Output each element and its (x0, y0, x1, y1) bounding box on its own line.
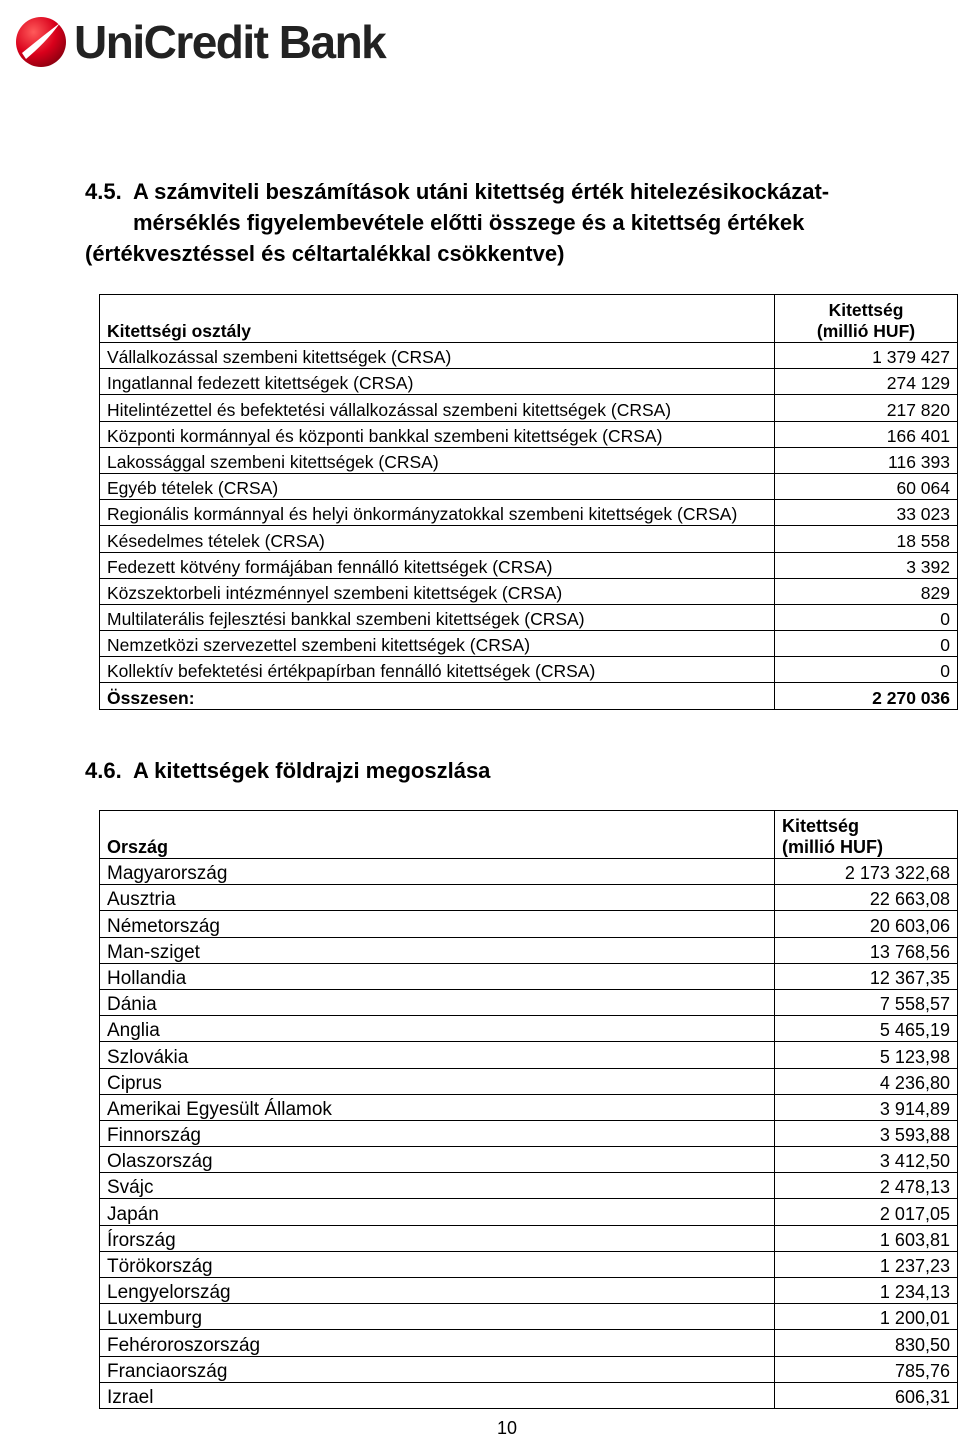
table-row (100, 1068, 958, 1094)
row-label: Hollandia (100, 963, 775, 989)
row-value: 2 270 036 (775, 683, 958, 709)
row-value: 1 237,23 (775, 1251, 958, 1277)
row-label: Németország (100, 911, 775, 937)
table-row (100, 1147, 958, 1173)
row-value: 2 173 322,68 (775, 859, 958, 885)
table-row (100, 1356, 958, 1382)
bank-logo (14, 14, 385, 70)
table-row (100, 447, 958, 473)
header-value-line-2: (millió HUF) (816, 321, 916, 341)
row-label: Ausztria (100, 885, 775, 911)
header-exposure-value (775, 295, 958, 343)
header-country: Ország (100, 811, 775, 859)
row-label: Központi kormánnyal és központi bankkal szembeni kitettségek (CRSA) (100, 421, 775, 447)
table-row (100, 604, 958, 630)
unicredit-logo-icon (14, 15, 68, 69)
table-row (100, 395, 958, 421)
row-label: Összesen: (100, 683, 775, 709)
table-row (100, 500, 958, 526)
title-line-1: A számviteli beszámítások utáni kitettség érték hitelezésikockázat- (133, 179, 830, 204)
row-label: Ciprus (100, 1068, 775, 1094)
table-row (100, 1120, 958, 1146)
section-4-5-title (85, 176, 945, 269)
row-label: Franciaország (100, 1356, 775, 1382)
row-value: 2 017,05 (775, 1199, 958, 1225)
row-value: 13 768,56 (775, 937, 958, 963)
table-header-row (100, 811, 958, 859)
row-label: Magyarország (100, 859, 775, 885)
row-value: 3 914,89 (775, 1094, 958, 1120)
row-value: 785,76 (775, 1356, 958, 1382)
row-label: Multilaterális fejlesztési bankkal szembeni kitettségek (CRSA) (100, 604, 775, 630)
row-value: 0 (775, 604, 958, 630)
row-value: 3 392 (775, 552, 958, 578)
title-line-3: (értékvesztéssel és céltartalékkal csökkentve) (85, 241, 565, 266)
row-value: 0 (775, 631, 958, 657)
header-value-line-2: (millió HUF) (782, 837, 883, 857)
row-label: Kollektív befektetési értékpapírban fennálló kitettségek (CRSA) (100, 657, 775, 683)
row-label: Egyéb tételek (CRSA) (100, 473, 775, 499)
row-label: Törökország (100, 1251, 775, 1277)
table-row (100, 859, 958, 885)
row-value: 5 465,19 (775, 1016, 958, 1042)
row-label: Svájc (100, 1173, 775, 1199)
row-value: 116 393 (775, 447, 958, 473)
row-label: Izrael (100, 1382, 775, 1408)
header-exposure-value (775, 811, 958, 859)
row-value: 20 603,06 (775, 911, 958, 937)
logo-text: UniCredit Bank (74, 16, 386, 68)
row-label: Japán (100, 1199, 775, 1225)
row-label: Amerikai Egyesült Államok (100, 1094, 775, 1120)
table-header-row (100, 295, 958, 343)
table-row (100, 1173, 958, 1199)
table-row (100, 526, 958, 552)
table-row (100, 1016, 958, 1042)
row-label: Fedezett kötvény formájában fennálló kitettségek (CRSA) (100, 552, 775, 578)
row-value: 4 236,80 (775, 1068, 958, 1094)
table-row (100, 683, 958, 709)
row-value: 5 123,98 (775, 1042, 958, 1068)
table-row (100, 552, 958, 578)
row-value: 1 200,01 (775, 1304, 958, 1330)
table-row (100, 421, 958, 447)
table-row (100, 631, 958, 657)
table-row (100, 1199, 958, 1225)
row-value: 1 234,13 (775, 1278, 958, 1304)
section-4-6-title (85, 755, 490, 786)
row-value: 60 064 (775, 473, 958, 499)
table-row (100, 1094, 958, 1120)
row-label: Vállalkozással szembeni kitettségek (CRSA) (100, 343, 775, 369)
header-value-line-1: Kitettség (828, 300, 904, 320)
row-value: 22 663,08 (775, 885, 958, 911)
row-value: 2 478,13 (775, 1173, 958, 1199)
row-label: Közszektorbeli intézménnyel szembeni kitettségek (CRSA) (100, 578, 775, 604)
header-value-line-1: Kitettség (782, 816, 860, 836)
table-row (100, 1330, 958, 1356)
row-label: Dánia (100, 989, 775, 1015)
table-row (100, 989, 958, 1015)
row-value: 217 820 (775, 395, 958, 421)
title-line-2: mérséklés figyelembevétele előtti összege és a kitettség értékek (133, 210, 805, 235)
row-value: 18 558 (775, 526, 958, 552)
table-row (100, 1278, 958, 1304)
page-number: 10 (496, 1418, 518, 1438)
row-value: 830,50 (775, 1330, 958, 1356)
section-number: 4.5. (85, 179, 122, 204)
row-label: Írország (100, 1225, 775, 1251)
row-label: Man-sziget (100, 937, 775, 963)
table-row (100, 1225, 958, 1251)
row-label: Olaszország (100, 1147, 775, 1173)
row-label: Lakossággal szembeni kitettségek (CRSA) (100, 447, 775, 473)
table-row (100, 369, 958, 395)
row-label: Regionális kormánnyal és helyi önkormányzatokkal szembeni kitettségek (CRSA) (100, 500, 775, 526)
table-row (100, 885, 958, 911)
row-value: 1 603,81 (775, 1225, 958, 1251)
row-value: 12 367,35 (775, 963, 958, 989)
row-label: Finnország (100, 1120, 775, 1146)
table-row (100, 657, 958, 683)
row-value: 33 023 (775, 500, 958, 526)
row-label: Anglia (100, 1016, 775, 1042)
table-row (100, 1251, 958, 1277)
row-label: Luxemburg (100, 1304, 775, 1330)
row-label: Fehéroroszország (100, 1330, 775, 1356)
row-value: 3 593,88 (775, 1120, 958, 1146)
row-value: 3 412,50 (775, 1147, 958, 1173)
table-row (100, 1382, 958, 1408)
row-label: Ingatlannal fedezett kitettségek (CRSA) (100, 369, 775, 395)
row-value: 0 (775, 657, 958, 683)
row-value: 274 129 (775, 369, 958, 395)
table-row (100, 473, 958, 499)
table-row (100, 578, 958, 604)
row-value: 166 401 (775, 421, 958, 447)
table-row (100, 911, 958, 937)
table-row (100, 343, 958, 369)
table-row (100, 1042, 958, 1068)
row-value: 7 558,57 (775, 989, 958, 1015)
row-label: Késedelmes tételek (CRSA) (100, 526, 775, 552)
row-value: 829 (775, 578, 958, 604)
exposure-class-table (99, 294, 958, 710)
geographic-table (99, 810, 958, 1409)
row-value: 606,31 (775, 1382, 958, 1408)
section-title: A kitettségek földrajzi megoszlása (133, 758, 491, 783)
table-row (100, 1304, 958, 1330)
table-row (100, 963, 958, 989)
section-number: 4.6. (85, 758, 122, 783)
row-value: 1 379 427 (775, 343, 958, 369)
row-label: Lengyelország (100, 1278, 775, 1304)
header-exposure-class: Kitettségi osztály (100, 295, 775, 343)
table-row (100, 937, 958, 963)
row-label: Nemzetközi szervezettel szembeni kitettségek (CRSA) (100, 631, 775, 657)
row-label: Szlovákia (100, 1042, 775, 1068)
row-label: Hitelintézettel és befektetési vállalkozással szembeni kitettségek (CRSA) (100, 395, 775, 421)
